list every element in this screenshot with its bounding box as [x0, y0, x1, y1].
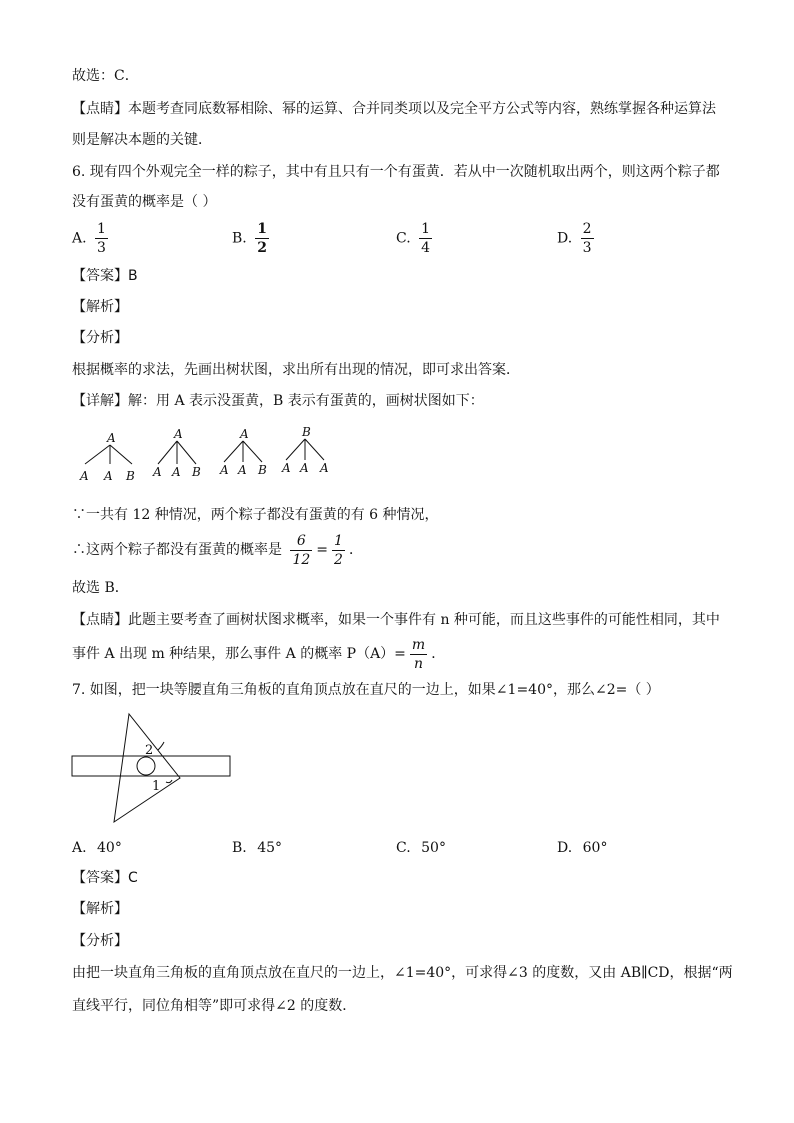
option-letter: D. [557, 230, 573, 247]
q7-option-c [396, 838, 446, 858]
tree-leaf: A [220, 463, 229, 477]
option-value: 60° [582, 840, 608, 856]
option-letter: A. [72, 840, 87, 856]
ruler-triangle-figure [70, 710, 240, 830]
q6-option-b [232, 220, 273, 257]
tree-leaf: A [238, 463, 247, 477]
tree-root: A [174, 427, 183, 441]
fenxi-6: 【分析】 [72, 330, 128, 346]
angle-circle [137, 757, 155, 775]
tree-root: A [107, 431, 116, 445]
period: ． [348, 542, 363, 558]
tree-diagram [76, 424, 356, 488]
because-line: ∵一共有 12 种情况，两个粽子都没有蛋黄的有 6 种情况， [72, 507, 439, 523]
option-letter: C. [396, 840, 411, 856]
q7-option-a [72, 838, 122, 858]
option-fraction: $\frac{1}{2}$ [257, 221, 267, 256]
analysis-6: 【解析】 [72, 299, 128, 315]
detail-6: 【详解】解：用 A 表示没蛋黄，B 表示有蛋黄的，画树状图如下： [72, 393, 484, 409]
equals-sign: = [316, 542, 329, 558]
remark-6-line-1: 【点睛】此题主要考查了画树状图求概率，如果一个事件有 n 种可能，而且这些事件的可能性相同，其中 [72, 612, 720, 628]
conclusion-line: 故选：C． [72, 68, 139, 84]
fenxi-7: 【分析】 [72, 933, 128, 949]
option-fraction: $\frac{1}{3}$ [97, 221, 106, 256]
option-letter: D. [557, 840, 573, 856]
option-letter: B. [232, 840, 247, 856]
question-6-line-1: 6. 现有四个外观完全一样的粽子，其中有且只有一个有蛋黄．若从中一次随机取出两个，则这两个粽子都 [72, 164, 720, 180]
choose-b-line: 故选 B． [72, 580, 129, 596]
remark-6-line-2 [72, 634, 445, 674]
fenxi-6-text: 根据概率的求法，先画出树状图，求出所有出现的情况，即可求出答案． [72, 362, 520, 378]
angle-2-label: 2 [145, 743, 154, 758]
analysis-7: 【解析】 [72, 901, 128, 917]
question-6-line-2: 没有蛋黄的概率是（ ） [72, 194, 217, 210]
fenxi-7-line-1: 由把一块直角三角板的直角顶点放在直尺的一边上，∠1=40°，可求得∠3 的度数，又由 AB∥CD，根据“两 [72, 965, 733, 981]
fraction-1-2: $\frac{1}{2}$ [334, 532, 343, 568]
option-fraction: $\frac{2}{3}$ [582, 221, 592, 256]
tree-leaf: A [153, 465, 162, 479]
option-value: 40° [97, 840, 122, 856]
therefore-line [72, 530, 363, 570]
option-value: 50° [421, 840, 446, 856]
q7-option-b [232, 838, 282, 858]
tree-leaf: A [320, 461, 329, 475]
period: ． [431, 646, 446, 662]
option-letter: B. [232, 230, 247, 247]
fraction-6-12: $\frac{6}{12}$ [292, 532, 311, 568]
answer-6: 【答案】B [72, 268, 138, 284]
tree-leaf: A [172, 465, 181, 479]
tree-leaf: B [258, 463, 267, 477]
remark-line-2: 则是解决本题的关键． [72, 132, 212, 148]
q7-option-d [557, 838, 607, 858]
tree-leaf: A [80, 469, 89, 483]
q6-option-c [396, 220, 436, 257]
therefore-text: ∴这两个粽子都没有蛋黄的概率是 [72, 542, 282, 558]
q6-option-d [557, 220, 598, 257]
fenxi-7-line-2: 直线平行，同位角相等”即可求得∠2 的度数． [72, 998, 357, 1014]
question-7: 7. 如图，把一块等腰直角三角板的直角顶点放在直尺的一边上，如果∠1=40°，那么∠2=（ ） [72, 682, 660, 698]
tree-root: A [240, 427, 249, 441]
option-fraction: $\frac{1}{4}$ [421, 221, 431, 256]
tree-leaf: B [126, 469, 135, 483]
option-value: 45° [257, 840, 283, 856]
tree-leaf: A [104, 469, 113, 483]
answer-7: 【答案】C [72, 870, 138, 886]
tree-root: B [302, 425, 311, 439]
remark-line-1: 【点睛】本题考查同底数幂相除、幂的运算、合并同类项以及完全平方公式等内容，熟练掌握各种运算法 [72, 101, 716, 117]
right-triangle [114, 714, 180, 822]
angle-1-label: 1 [152, 779, 161, 794]
q6-option-a [72, 220, 112, 257]
option-letter: A. [72, 230, 87, 247]
tree-leaf: A [282, 461, 291, 475]
tree-leaf: A [300, 461, 309, 475]
fraction-m-n: $\frac{m}{n}$ [411, 636, 426, 672]
remark-6-text: 事件 A 出现 m 种结果，那么事件 A 的概率 P（A）= [72, 646, 406, 662]
option-letter: C. [396, 230, 411, 247]
tree-leaf: B [192, 465, 201, 479]
